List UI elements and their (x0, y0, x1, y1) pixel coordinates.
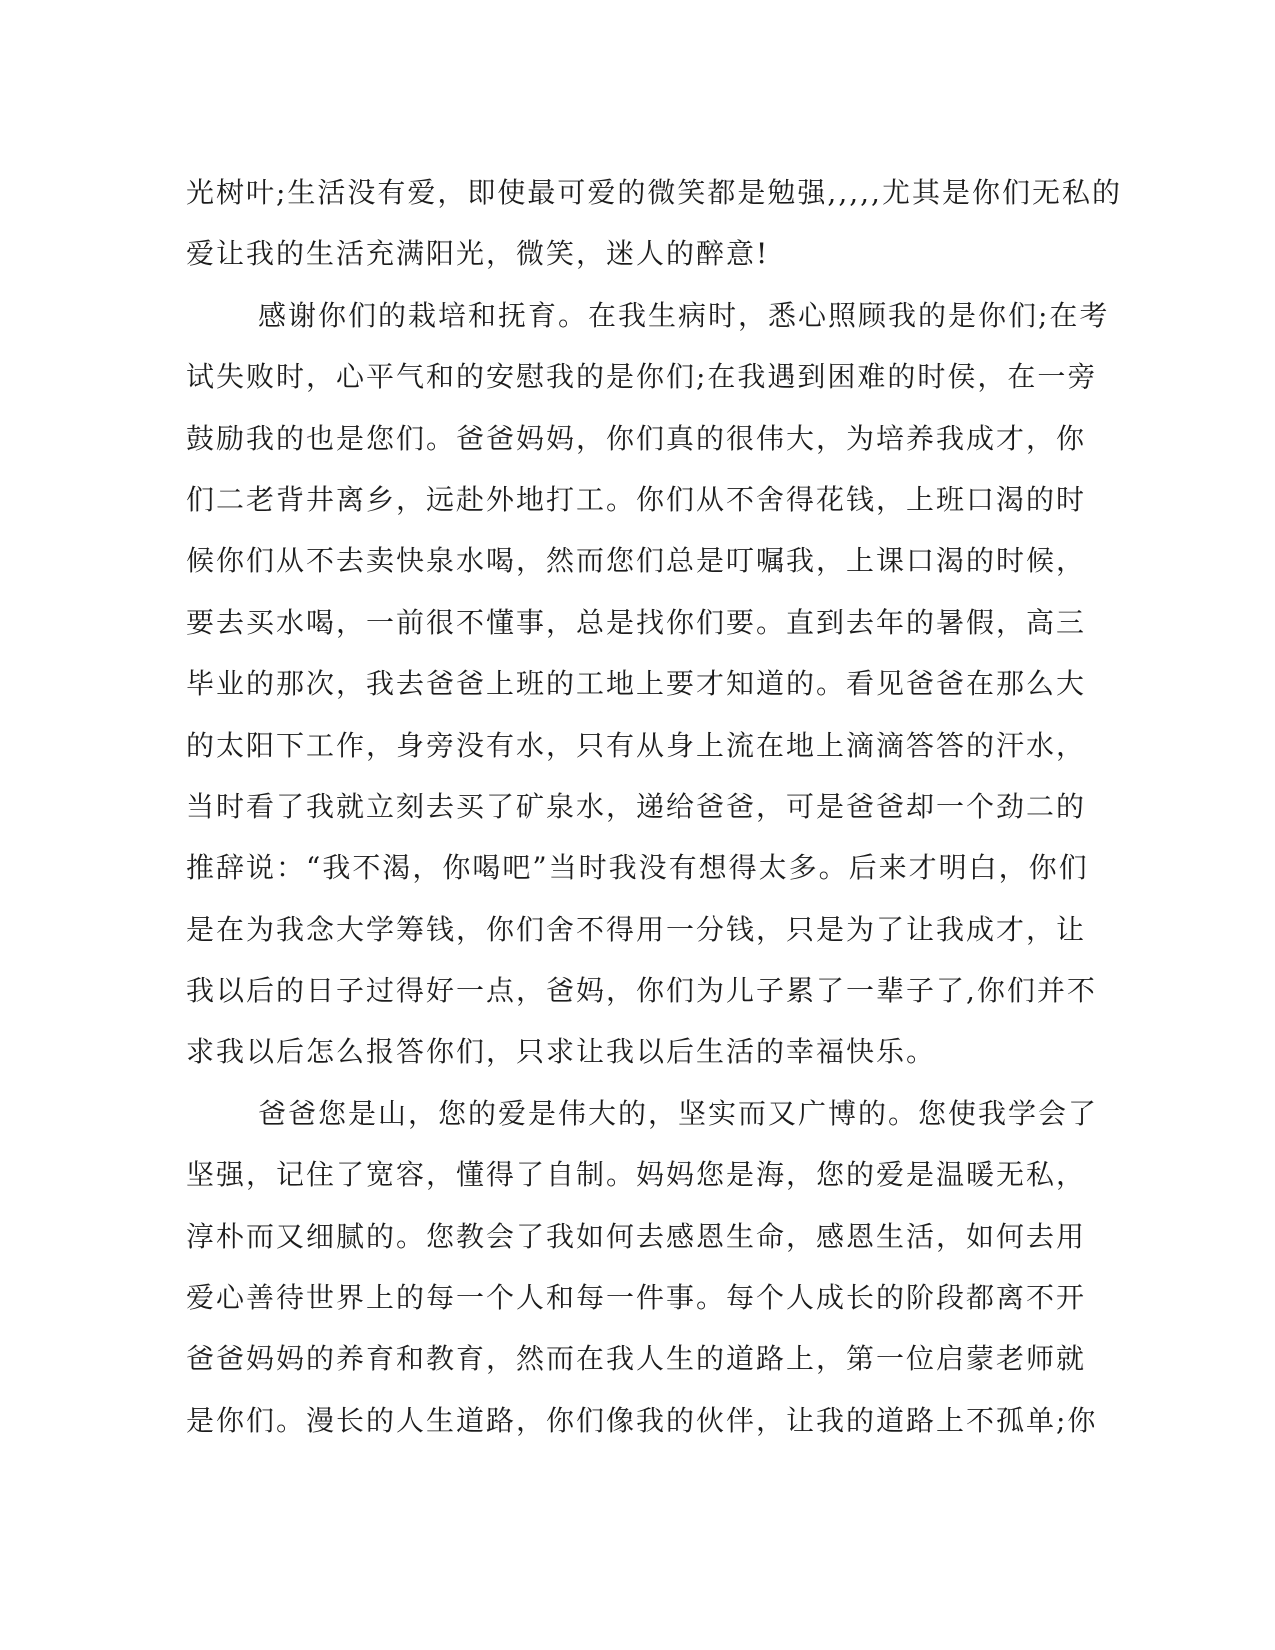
text-line: 试失败时，心平气和的安慰我的是你们;在我遇到困难的时侯，在一旁 (186, 360, 1098, 394)
text-line: 是你们。漫长的人生道路，你们像我的伙伴，让我的道路上不孤单;你 (186, 1403, 1098, 1437)
text-line: 我以后的日子过得好一点，爸妈，你们为儿子累了一辈子了,你们并不 (186, 974, 1097, 1008)
text-line: 候你们从不去卖快泉水喝，然而您们总是叮嘱我，上课口渴的时候， (186, 544, 1087, 578)
paragraph-start-line: 感谢你们的栽培和抚育。在我生病时，悉心照顾我的是你们;在考 (258, 298, 1110, 332)
text-line: 当时看了我就立刻去买了矿泉水，递给爸爸，可是爸爸却一个劲二的 (186, 789, 1087, 823)
paragraph-start-line: 爸爸您是山，您的爱是伟大的，坚实而又广博的。您使我学会了 (258, 1096, 1099, 1130)
text-line: 求我以后怎么报答你们，只求让我以后生活的幸福快乐。 (186, 1035, 937, 1069)
text-line: 的太阳下工作，身旁没有水，只有从身上流在地上滴滴答答的汗水， (186, 728, 1087, 762)
text-line: 鼓励我的也是您们。爸爸妈妈，你们真的很伟大，为培养我成才，你 (186, 421, 1087, 455)
text-line: 淳朴而又细腻的。您教会了我如何去感恩生命，感恩生活，如何去用 (186, 1219, 1087, 1253)
text-line: 们二老背井离乡，远赴外地打工。你们从不舍得花钱，上班口渴的时 (186, 482, 1087, 516)
text-line: 爱心善待世界上的每一个人和每一件事。每个人成长的阶段都离不开 (186, 1281, 1087, 1315)
text-line: 推辞说：“我不渴，你喝吧”当时我没有想得太多。后来才明白，你们 (186, 851, 1089, 885)
text-line: 坚强，记住了宽容，懂得了自制。妈妈您是海，您的爱是温暖无私， (186, 1158, 1087, 1192)
text-line: 毕业的那次，我去爸爸上班的工地上要才知道的。看见爸爸在那么大 (186, 667, 1087, 701)
text-line: 要去买水喝，一前很不懂事，总是找你们要。直到去年的暑假，高三 (186, 605, 1087, 639)
body-text (186, 162, 1122, 1451)
text-line: 爱让我的生活充满阳光，微笑，迷人的醉意! (186, 237, 770, 271)
text-line: 光树叶;生活没有爱，即使最可爱的微笑都是勉强,,,,,尤其是你们无私的 (186, 176, 1122, 209)
text-line: 是在为我念大学筹钱，你们舍不得用一分钱，只是为了让我成才，让 (186, 912, 1087, 946)
text-line: 爸爸妈妈的养育和教育，然而在我人生的道路上，第一位启蒙老师就 (186, 1342, 1087, 1376)
